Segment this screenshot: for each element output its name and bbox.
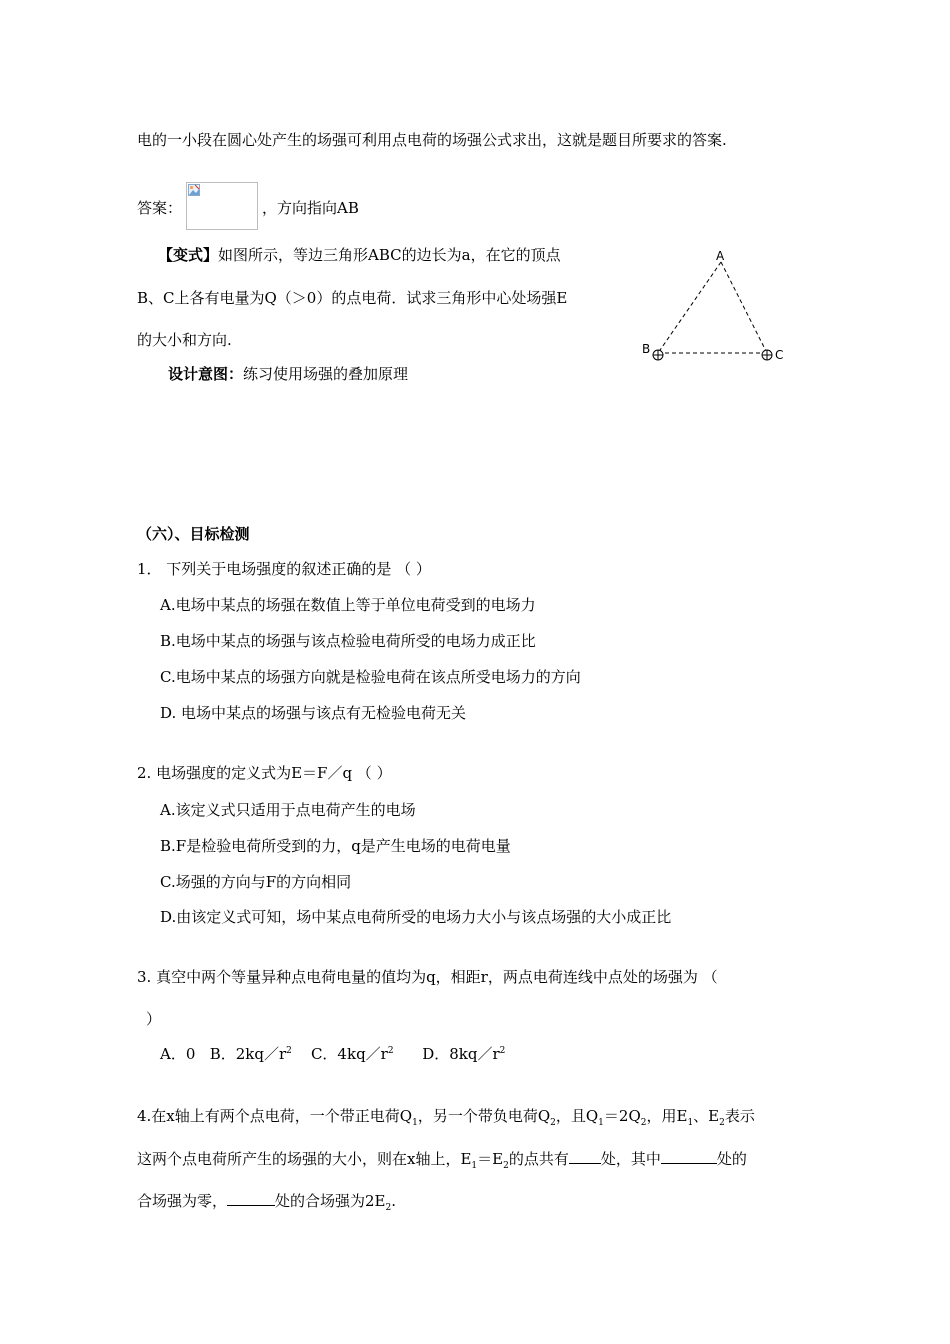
q1-option-b: B.电场中某点的场强与该点检验电荷所受的电场力成正比 <box>160 632 536 650</box>
variant-tag: 【变式】 <box>158 246 219 264</box>
broken-image-icon <box>188 184 200 196</box>
charge-b-symbol <box>653 350 663 360</box>
q2-stem: 2. 电场强度的定义式为E＝F／q （ ） <box>137 764 392 782</box>
q4-blank-zero-point[interactable] <box>661 1149 717 1164</box>
q4-blank-double-field[interactable] <box>227 1191 275 1206</box>
q2-option-b: B.F是检验电荷所受到的力，q是产生电场的电荷电量 <box>160 837 511 855</box>
q3-option-b: B．$2kq/r^2$ <box>209 1045 292 1063</box>
q2-option-a: A.该定义式只适用于点电荷产生的电场 <box>160 801 416 819</box>
variant-line-2: B、C上各有电量为Q（＞0）的点电荷．试求三角形中心处场强E <box>137 289 568 307</box>
q1-option-c: C.电场中某点的场强方向就是检验电荷在该点所受电场力的方向 <box>160 668 581 686</box>
vertex-label-c: C <box>775 348 784 362</box>
variant-line-1 <box>158 245 561 265</box>
q3-stem-end: ） <box>146 1010 162 1028</box>
triangle-side-ab <box>658 262 721 353</box>
q4-line-1: 4.在x轴上有两个点电荷，一个带正电荷$Q_1$，另一个带负电荷$Q_2$，且$Q_1=2Q_2$，用$E_1$、$E_2$表示 <box>137 1107 755 1128</box>
design-intent <box>168 364 408 384</box>
answer-direction: ，方向指向AB <box>262 199 359 217</box>
vertex-label-b: B <box>642 342 651 356</box>
q3-option-d: D．$8kq/r^2$ <box>422 1045 506 1063</box>
q2-option-c: C.场强的方向与F的方向相同 <box>160 873 352 891</box>
q1-option-a: A.电场中某点的场强在数值上等于单位电荷受到的电场力 <box>160 596 536 614</box>
q3-stem: 3. 真空中两个等量异种点电荷电量的值均为q，相距r，两点电荷连线中点处的场强为 （ <box>137 968 718 986</box>
answer-label: 答案： <box>137 199 183 217</box>
paragraph-continuation: 电的一小段在圆心处产生的场强可利用点电荷的场强公式求出，这就是题目所要求的答案. <box>137 131 727 149</box>
q3-option-a: A．0 <box>160 1045 196 1063</box>
triangle-figure <box>636 240 796 370</box>
answer-formula-image <box>186 182 258 230</box>
q2-option-d: D.由该定义式可知，场中某点电荷所受的电场力大小与该点场强的大小成正比 <box>160 908 672 926</box>
q4-line-2: 这两个点电荷所产生的场强的大小，则在x轴上，$E_1=E_2$的点共有 处，其中 处的 <box>137 1150 747 1171</box>
q1-option-d: D. 电场中某点的场强与该点有无检验电荷无关 <box>160 704 467 722</box>
q3-option-c: C．$4kq/r^2$ <box>310 1045 394 1063</box>
variant-text-1: 如图所示，等边三角形ABC的边长为a，在它的顶点 <box>218 246 561 264</box>
q3-options <box>160 1044 505 1064</box>
charge-c-symbol <box>762 350 772 360</box>
triangle-side-ac <box>721 262 767 353</box>
q1-stem: 1． 下列关于电场强度的叙述正确的是 （ ） <box>137 560 431 578</box>
design-intent-text: 练习使用场强的叠加原理 <box>243 365 409 383</box>
section-title: （六）、目标检测 <box>137 525 250 543</box>
q4-blank-count[interactable] <box>569 1149 601 1164</box>
design-intent-label: 设计意图： <box>168 365 244 383</box>
q4-line-3: 合场强为零， 处的合场强为$2E_2$. <box>137 1192 397 1213</box>
vertex-label-a: A <box>716 249 725 263</box>
variant-line-3: 的大小和方向. <box>137 331 232 349</box>
